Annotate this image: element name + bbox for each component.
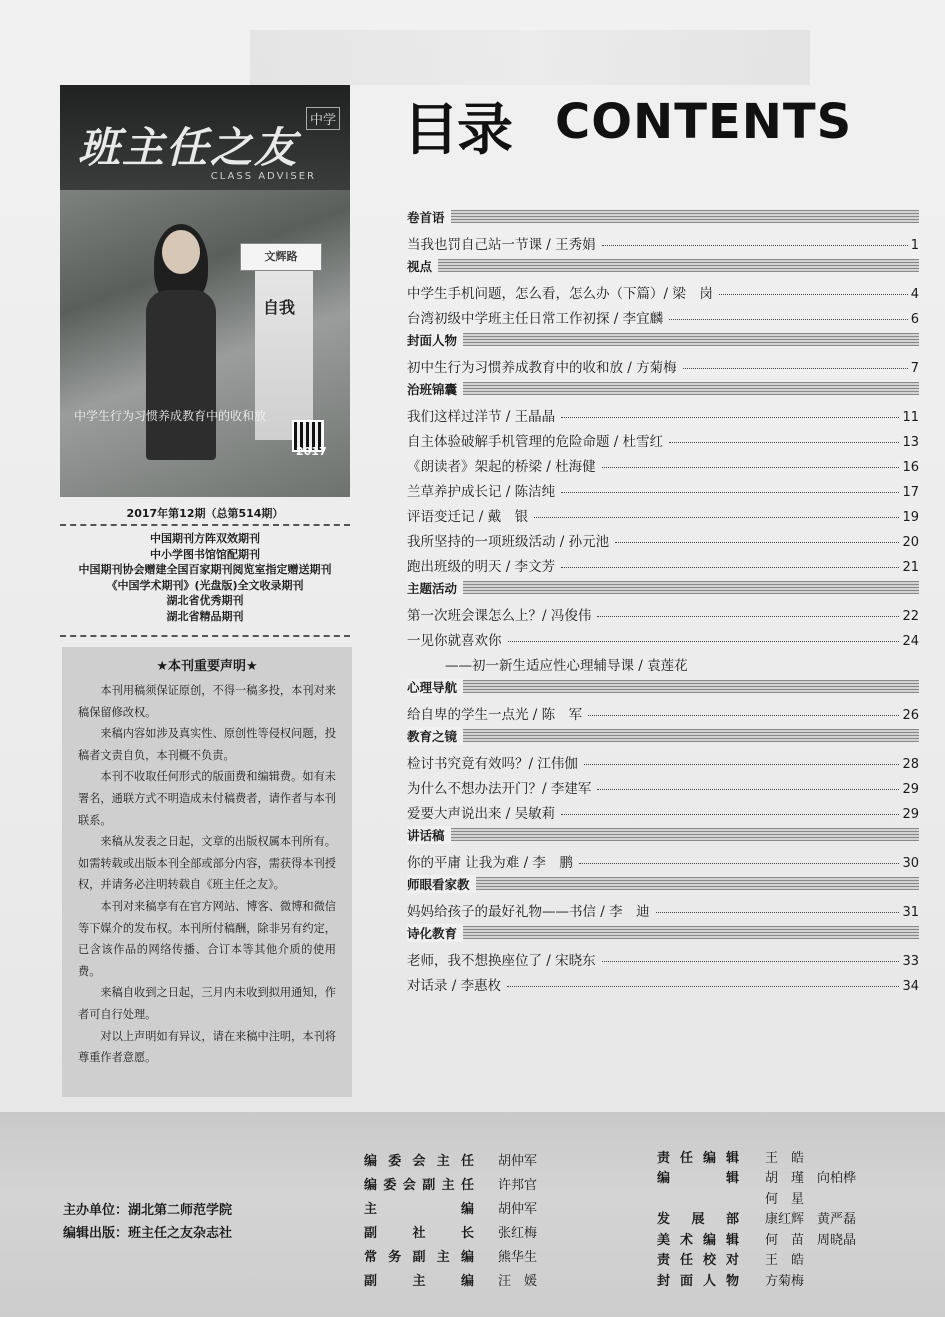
- staff-list-right: [657, 1146, 856, 1290]
- section-label: 视点: [407, 257, 438, 275]
- staff-names: 汪 媛: [498, 1273, 538, 1289]
- dot-leader: [597, 789, 899, 790]
- statement-title: ★本刊重要声明★: [156, 659, 258, 674]
- staff-names: 方菊梅: [765, 1273, 805, 1289]
- section-label: 主题活动: [407, 579, 463, 597]
- toc-section: [407, 826, 919, 875]
- statement-paragraph: 本刊对来稿享有在官方网站、博客、微博和微信等下媒介的发布权。本刊所付稿酬，除非另有约定，已含该作品的网络传播、合订本等其他介质的使用费。: [78, 899, 336, 978]
- toc-entry[interactable]: [407, 649, 919, 674]
- toc-entry[interactable]: [407, 550, 919, 575]
- section-header: [407, 924, 919, 941]
- entry-title: 当我也罚自己站一节课 / 王秀娟: [407, 237, 596, 253]
- dot-leader: [669, 442, 899, 443]
- toc-section: [407, 875, 919, 924]
- toc-entry[interactable]: [407, 797, 919, 822]
- entry-title: 中学生手机问题，怎么看，怎么办（下篇）/ 梁 岗: [407, 286, 713, 302]
- divider: [60, 635, 350, 637]
- toc-entry[interactable]: [407, 228, 919, 253]
- dot-leader: [656, 912, 900, 913]
- entry-title: 自主体验破解手机管理的危险命题 / 杜雪红: [407, 434, 664, 450]
- section-rule: [407, 382, 919, 395]
- staff-list-left: [364, 1147, 537, 1291]
- staff-role: 责任校对: [657, 1253, 739, 1269]
- honor-item: 中国期刊协会赠建全国百家期刊阅览室指定赠送期刊: [78, 563, 332, 576]
- toc-section: [407, 257, 919, 331]
- staff-names: 康红辉 黄严磊: [765, 1212, 857, 1228]
- section-label: 封面人物: [407, 331, 463, 349]
- section-rule: [407, 259, 919, 272]
- toc-section: [407, 924, 919, 998]
- page-number: 21: [902, 560, 919, 575]
- entry-title: 老师，我不想换座位了 / 宋晓东: [407, 953, 596, 969]
- section-rule: [407, 680, 919, 693]
- cover-title: 班主任之友: [78, 123, 299, 172]
- staff-names: 何 星: [765, 1191, 805, 1207]
- staff-role: 编委会主任: [364, 1153, 474, 1169]
- dot-leader: [584, 764, 900, 765]
- staff-role: 副社长: [364, 1225, 474, 1241]
- page-number: 26: [902, 708, 919, 723]
- section-label: 教育之镜: [407, 727, 463, 745]
- toc-section: [407, 331, 919, 380]
- page-number: 1: [910, 238, 919, 253]
- statement-paragraph: 本刊用稿须保证原创，不得一稿多投，本刊对来稿保留修改权。: [78, 684, 336, 719]
- toc-entry[interactable]: [407, 500, 919, 525]
- entry-title: 台湾初级中学班主任日常工作初探 / 李宜麟: [407, 311, 664, 327]
- dot-leader: [602, 245, 908, 246]
- page-number: 31: [902, 905, 919, 920]
- page-number: 29: [902, 782, 919, 797]
- section-rule: [407, 581, 919, 594]
- issue-line: 2017年第12期（总第514期）: [126, 507, 284, 520]
- toc-entry[interactable]: [407, 624, 919, 649]
- publisher-info: [63, 1199, 232, 1245]
- dot-leader: [597, 616, 899, 617]
- dot-leader: [602, 467, 900, 468]
- honor-item: 湖北省优秀期刊: [166, 594, 244, 607]
- entry-title: 一见你就喜欢你: [407, 633, 502, 649]
- entry-title: 给自卑的学生一点光 / 陈 军: [407, 707, 583, 723]
- dot-leader: [615, 542, 899, 543]
- staff-row: [364, 1195, 537, 1219]
- page-number: 24: [902, 634, 919, 649]
- toc-entry[interactable]: [407, 450, 919, 475]
- entry-title: 评语变迁记 / 戴 银: [407, 509, 529, 525]
- section-header: [407, 380, 919, 397]
- dot-leader: [719, 294, 908, 295]
- cover-person: [140, 230, 220, 490]
- toc-section: [407, 208, 919, 257]
- staff-role: 发展部: [657, 1212, 739, 1228]
- section-rule: [407, 926, 919, 939]
- page-number: 22: [902, 609, 919, 624]
- staff-row: [364, 1243, 537, 1267]
- toc-entry[interactable]: [407, 698, 919, 723]
- staff-row: [364, 1219, 537, 1243]
- toc-entry[interactable]: [407, 895, 919, 920]
- sign-post-text: 自我: [263, 298, 296, 317]
- toc-entry[interactable]: [407, 425, 919, 450]
- page-number: 17: [902, 485, 919, 500]
- section-rule: [407, 877, 919, 890]
- statement-paragraph: 来稿内容如涉及真实性、原创性等侵权问题，投稿者文责自负，本刊概不负责。: [78, 727, 336, 762]
- section-label: 师眼看家教: [407, 875, 476, 893]
- dot-leader: [507, 986, 899, 987]
- cover-tag: 中学: [306, 107, 340, 130]
- dot-leader: [561, 814, 899, 815]
- staff-role: 编 辑: [657, 1171, 739, 1187]
- dot-leader: [588, 715, 899, 716]
- toc-section: [407, 727, 919, 826]
- toc-entry[interactable]: [407, 277, 919, 302]
- page-number: 28: [902, 757, 919, 772]
- page-number: 29: [902, 807, 919, 822]
- dot-leader: [561, 417, 899, 418]
- page-number: 34: [902, 979, 919, 994]
- section-rule: [407, 828, 919, 841]
- section-label: 心理导航: [407, 678, 463, 696]
- page-number: 16: [902, 460, 919, 475]
- staff-role: 副主编: [364, 1273, 474, 1289]
- staff-names: 王 皓: [765, 1150, 805, 1166]
- section-header: [407, 727, 919, 744]
- entry-title: 兰草养护成长记 / 陈洁纯: [407, 484, 556, 500]
- dot-leader: [669, 319, 908, 320]
- page-number: 13: [902, 435, 919, 450]
- toc-section: [407, 380, 919, 579]
- toc-entry[interactable]: [407, 944, 919, 969]
- cover-year: 2017: [296, 445, 327, 458]
- honors-list: [60, 531, 350, 624]
- toc-entry[interactable]: [407, 525, 919, 550]
- contents-heading-en: CONTENTS: [555, 94, 853, 150]
- dot-leader: [561, 492, 899, 493]
- statement-paragraph: 本刊不收取任何形式的版面费和编辑费。如有未署名，通联方式不明造成未付稿费者，请作者与本刊联系。: [78, 770, 336, 827]
- dot-leader: [579, 863, 900, 864]
- section-header: [407, 678, 919, 695]
- dot-leader: [508, 641, 900, 642]
- page-number: 19: [902, 510, 919, 525]
- toc-entry[interactable]: [407, 400, 919, 425]
- page-number: 30: [902, 856, 919, 871]
- page-number: 4: [910, 287, 919, 302]
- honor-item: 中小学图书馆馆配期刊: [150, 547, 260, 561]
- toc-entry[interactable]: [407, 969, 919, 994]
- entry-title: 我们这样过洋节 / 王晶晶: [407, 409, 556, 425]
- section-header: [407, 875, 919, 892]
- section-header: [407, 579, 919, 596]
- cover-english-name: CLASS ADVISER: [210, 171, 316, 182]
- staff-names: 胡 瑾 向柏桦: [765, 1171, 857, 1187]
- section-header: [407, 331, 919, 348]
- staff-row: [657, 1269, 856, 1290]
- section-label: 诗化教育: [407, 924, 463, 942]
- statement-paragraph: 来稿自收到之日起，三月内未收到拟用通知，作者可自行处理。: [78, 986, 336, 1021]
- staff-row: [364, 1267, 537, 1291]
- staff-row: [657, 1146, 856, 1167]
- staff-role: 常务副主编: [364, 1249, 474, 1265]
- honor-item: 湖北省精品期刊: [166, 609, 244, 623]
- staff-names: 何 苗 周晓晶: [765, 1232, 857, 1248]
- section-rule: [407, 729, 919, 742]
- page-number: 6: [910, 312, 919, 327]
- sign-board: 文辉路: [240, 243, 322, 271]
- staff-names: 熊华生: [498, 1249, 538, 1265]
- staff-row: [657, 1249, 856, 1270]
- page-number: 11: [902, 410, 919, 425]
- staff-names: 许邦官: [498, 1177, 538, 1193]
- entry-title: 爱要大声说出来 / 吴敏莉: [407, 806, 556, 822]
- section-header: [407, 257, 919, 274]
- entry-title: 跑出班级的明天 / 李文芳: [407, 559, 556, 575]
- dot-leader: [683, 368, 908, 369]
- contents-heading-cn: 目录: [403, 98, 511, 163]
- cover-caption: 中学生行为习惯养成教育中的收和放: [74, 409, 267, 423]
- section-header: [407, 826, 919, 843]
- dot-leader: [561, 567, 899, 568]
- entry-title: 对话录 / 李惠枚: [407, 978, 502, 994]
- table-of-contents: [407, 208, 919, 998]
- entry-title: 初中生行为习惯养成教育中的收和放 / 方菊梅: [407, 360, 677, 376]
- section-label: 讲话稿: [407, 826, 451, 844]
- divider: [60, 524, 350, 526]
- staff-role: 封面人物: [657, 1273, 739, 1289]
- toc-entry[interactable]: [407, 351, 919, 376]
- editor-line: 编辑出版：班主任之友杂志社: [63, 1226, 233, 1241]
- entry-title: 检讨书究竟有效吗？/ 江伟伽: [407, 756, 578, 772]
- staff-row: [657, 1187, 856, 1208]
- bleed-through-header: [250, 30, 810, 85]
- entry-title: 你的平庸 让我为难 / 李 鹏: [407, 855, 573, 871]
- toc-section: [407, 678, 919, 727]
- honor-item: 中国期刊方阵双效期刊: [150, 532, 260, 545]
- staff-role: 主编: [364, 1201, 474, 1217]
- staff-role: 编委会副主任: [364, 1177, 474, 1193]
- page-number: 33: [902, 954, 919, 969]
- staff-role: 美术编辑: [657, 1232, 739, 1248]
- section-header: [407, 208, 919, 225]
- statement-box: [62, 647, 352, 1097]
- staff-names: 张红梅: [498, 1225, 538, 1241]
- staff-names: 王 皓: [765, 1253, 805, 1269]
- toc-entry[interactable]: [407, 846, 919, 871]
- staff-role: 责任编辑: [657, 1150, 739, 1166]
- statement-paragraph: 来稿从发表之日起，文章的出版权属本刊所有。如需转载或出版本刊全部或部分内容，需获得本刊授权，并请务必注明转载自《班主任之友》。: [78, 835, 336, 892]
- entry-title: 我所坚持的一项班级活动 / 孙元池: [407, 534, 610, 550]
- dot-leader: [602, 961, 900, 962]
- section-rule: [407, 333, 919, 346]
- section-rule: [407, 210, 919, 223]
- entry-title: ——初一新生适应性心理辅导课 / 袁莲花: [445, 658, 688, 674]
- toc-entry[interactable]: [407, 475, 919, 500]
- staff-row: [657, 1228, 856, 1249]
- dot-leader: [534, 517, 899, 518]
- entry-title: 妈妈给孩子的最好礼物——书信 / 李 迪: [407, 904, 650, 920]
- staff-row: [657, 1167, 856, 1188]
- staff-names: 胡仲军: [498, 1153, 538, 1169]
- entry-title: 第一次班会课怎么上？/ 冯俊伟: [407, 608, 592, 624]
- entry-title: 《朗读者》架起的桥梁 / 杜海健: [407, 459, 596, 475]
- toc-entry[interactable]: [407, 302, 919, 327]
- statement-paragraph: 对以上声明如有异议，请在来稿中注明，本刊将尊重作者意愿。: [78, 1029, 336, 1065]
- toc-entry[interactable]: [407, 747, 919, 772]
- cover-image: [60, 85, 350, 497]
- section-label: 治班锦囊: [407, 380, 463, 398]
- entry-title: 为什么不想办法开门？/ 李建军: [407, 781, 592, 797]
- sponsor-line: 主办单位：湖北第二师范学院: [63, 1203, 233, 1218]
- toc-section: [407, 579, 919, 678]
- toc-entry[interactable]: [407, 772, 919, 797]
- page-number: 20: [902, 535, 919, 550]
- staff-row: [364, 1147, 537, 1171]
- staff-row: [657, 1208, 856, 1229]
- section-label: 卷首语: [407, 208, 451, 226]
- toc-entry[interactable]: [407, 599, 919, 624]
- contents-heading: [403, 86, 853, 166]
- staff-row: [364, 1171, 537, 1195]
- honor-item: 《中国学术期刊》(光盘版)全文收录期刊: [106, 578, 304, 592]
- staff-names: 胡仲军: [498, 1201, 538, 1217]
- page-number: 7: [910, 361, 919, 376]
